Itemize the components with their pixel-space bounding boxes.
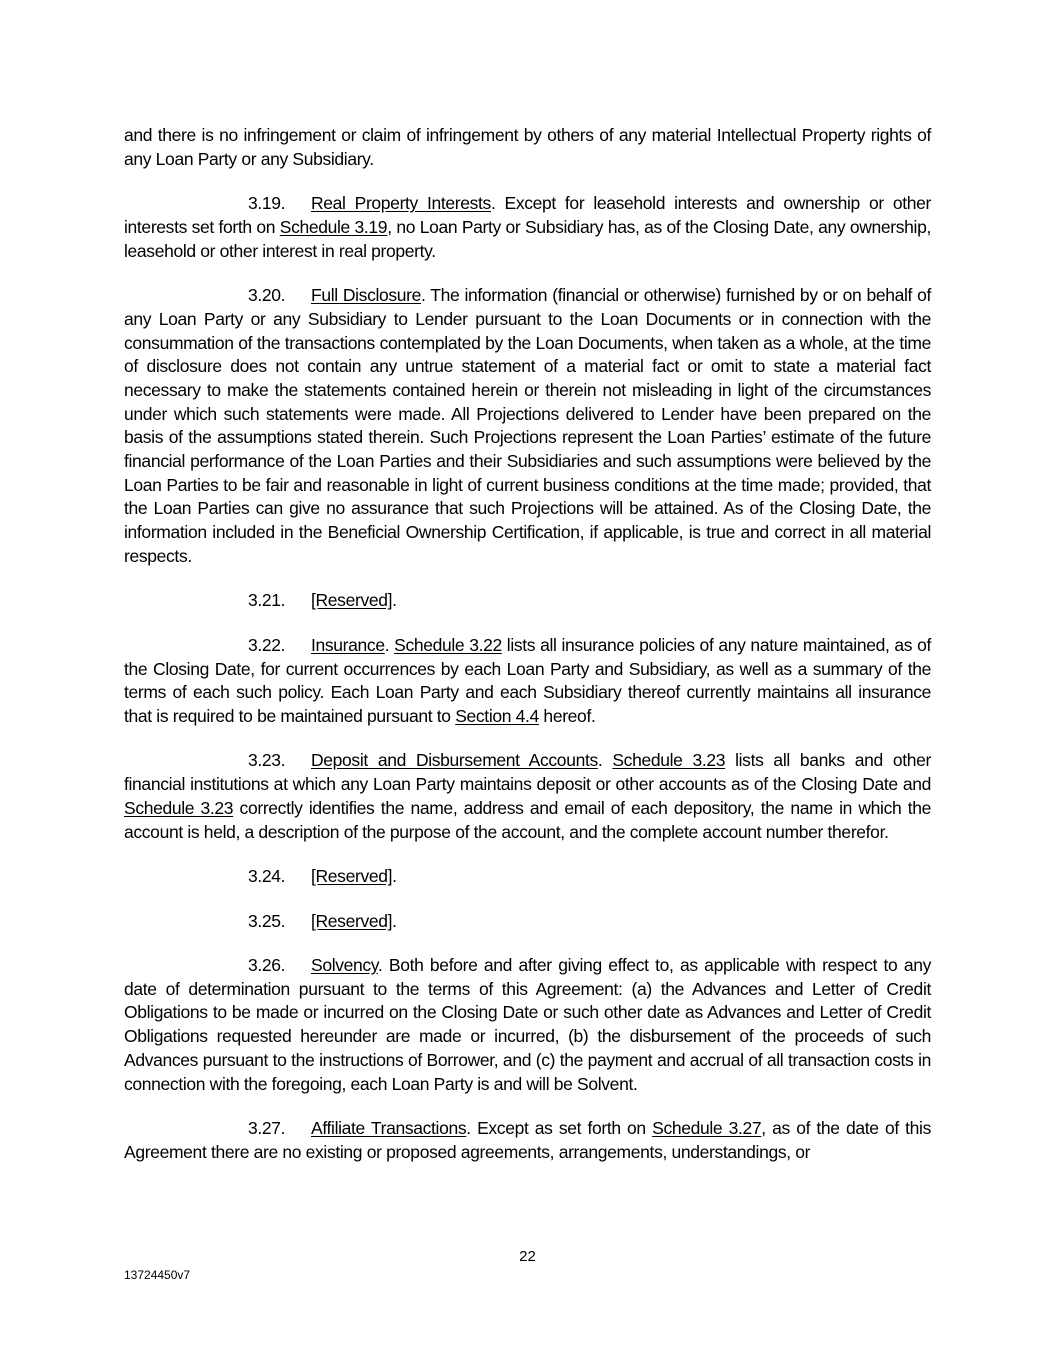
- section-3-27: [124, 1117, 931, 1164]
- section-text: .: [392, 866, 397, 887]
- section-3-22: [124, 634, 931, 729]
- section-title: Solvency: [311, 955, 378, 976]
- section-number: 3.22.: [248, 634, 286, 655]
- document-id: 13724450v7: [124, 1268, 191, 1282]
- section-text: .: [384, 634, 395, 655]
- section-text: lists all insurance policies of any nature maintained, as of the Closing Date, for current occurrences by each Loan Party and Subsidiary, as well as a summary of the terms of each such policy. Each Loan Party and each Subsidiary thereof currently maintains all insurance that is required to be maintained pursuant to: [124, 634, 931, 726]
- section-title: [Reserved]: [311, 866, 393, 887]
- section-title: Full Disclosure: [311, 285, 422, 306]
- section-3-26: [124, 954, 931, 1096]
- section-text: correctly identifies the name, address and email of each depository, the name in which the account is held, a description of the purpose of the account, and the complete account number therefor.: [124, 797, 931, 842]
- section-text: .: [392, 590, 397, 611]
- section-title: Deposit and Disbursement Accounts: [311, 750, 598, 771]
- section-reference: Section 4.4: [455, 705, 539, 726]
- section-text: .: [597, 750, 613, 771]
- section-3-21: [124, 589, 931, 613]
- section-title: Real Property Interests: [311, 193, 491, 214]
- continuation-paragraph: and there is no infringement or claim of infringement by others of any material Intellectual Property rights of any Loan Party or any Subsidiary.: [124, 125, 931, 169]
- schedule-reference: Schedule 3.23: [612, 750, 726, 771]
- section-3-20: [124, 284, 931, 568]
- section-number: 3.23.: [248, 750, 286, 771]
- schedule-reference: Schedule 3.22: [394, 634, 502, 655]
- section-number: 3.24.: [248, 866, 286, 887]
- document-body: [124, 124, 931, 1185]
- section-number: 3.25.: [248, 910, 286, 931]
- section-text: . Both before and after giving effect to, as applicable with respect to any date of determination pursuant to the terms of this Agreement: (a) the Advances and Letter of Credit Obligations to be made or incurred on the Closing Date or such other date as Advances and Letter of Credit Obligations requested hereunder are made or incurred, (b) the disbursement of the proceeds of such Advances pursuant to the instructions of Borrower, and (c) the payment and accrual of all transaction costs in connection with the foregoing, each Loan Party is and will be Solvent.: [124, 955, 931, 1094]
- section-3-25: [124, 910, 931, 934]
- section-text: . The information (financial or otherwise) furnished by or on behalf of any Loan Party or any Subsidiary to Lender pursuant to the Loan Documents or in connection with the consummation of the transactions contemplated by the Loan Documents, when taken as a whole, at the time of disclosure does not contain any untrue statement of a material fact or omit to state a material fact necessary to make the statements contained herein or therein not misleading in light of the circumstances under which such statements were made. All Projections delivered to Lender have been prepared on the basis of the assumptions stated therein. Such Projections represent the Loan Parties’ estimate of the future financial performance of the Loan Parties and their Subsidiaries and such assumptions were believed by the Loan Parties to be fair and reasonable in light of current business conditions at the time made; provided, that the Loan Parties can give no assurance that such Projections will be attained. As of the Closing Date, the information included in the Beneficial Ownership Certification, if applicable, is true and correct in all material respects.: [124, 285, 932, 566]
- section-title: Affiliate Transactions: [311, 1118, 467, 1139]
- section-title: [Reserved]: [311, 590, 393, 611]
- section-text: , no Loan Party or Subsidiary has, as of the Closing Date, any ownership, leasehold or other interest in real property.: [124, 216, 931, 261]
- section-text: . Except as set forth on: [466, 1118, 653, 1139]
- schedule-reference: Schedule 3.23: [124, 797, 234, 818]
- section-title: Insurance: [311, 634, 385, 655]
- schedule-reference: Schedule 3.27: [652, 1118, 762, 1139]
- section-3-19: [124, 192, 931, 263]
- section-3-24: [124, 865, 931, 889]
- section-text: . Except for leasehold interests and ownership or other interests set forth on: [124, 193, 931, 237]
- section-number: 3.19.: [248, 193, 286, 214]
- section-text: .: [392, 910, 397, 931]
- page-number: 22: [519, 1248, 536, 1265]
- section-text: hereof.: [538, 705, 596, 726]
- section-number: 3.21.: [248, 590, 286, 611]
- section-number: 3.20.: [248, 285, 286, 306]
- schedule-reference: Schedule 3.19: [279, 216, 388, 237]
- section-text: lists all banks and other financial institutions at which any Loan Party maintains deposit or other accounts as of the Closing Date and: [124, 750, 931, 795]
- section-number: 3.27.: [248, 1118, 286, 1139]
- section-title: [Reserved]: [311, 910, 393, 931]
- section-text: , as of the date of this Agreement there are no existing or proposed agreements, arrangements, understandings, or: [124, 1118, 931, 1162]
- section-3-23: [124, 749, 931, 844]
- section-number: 3.26.: [248, 955, 286, 976]
